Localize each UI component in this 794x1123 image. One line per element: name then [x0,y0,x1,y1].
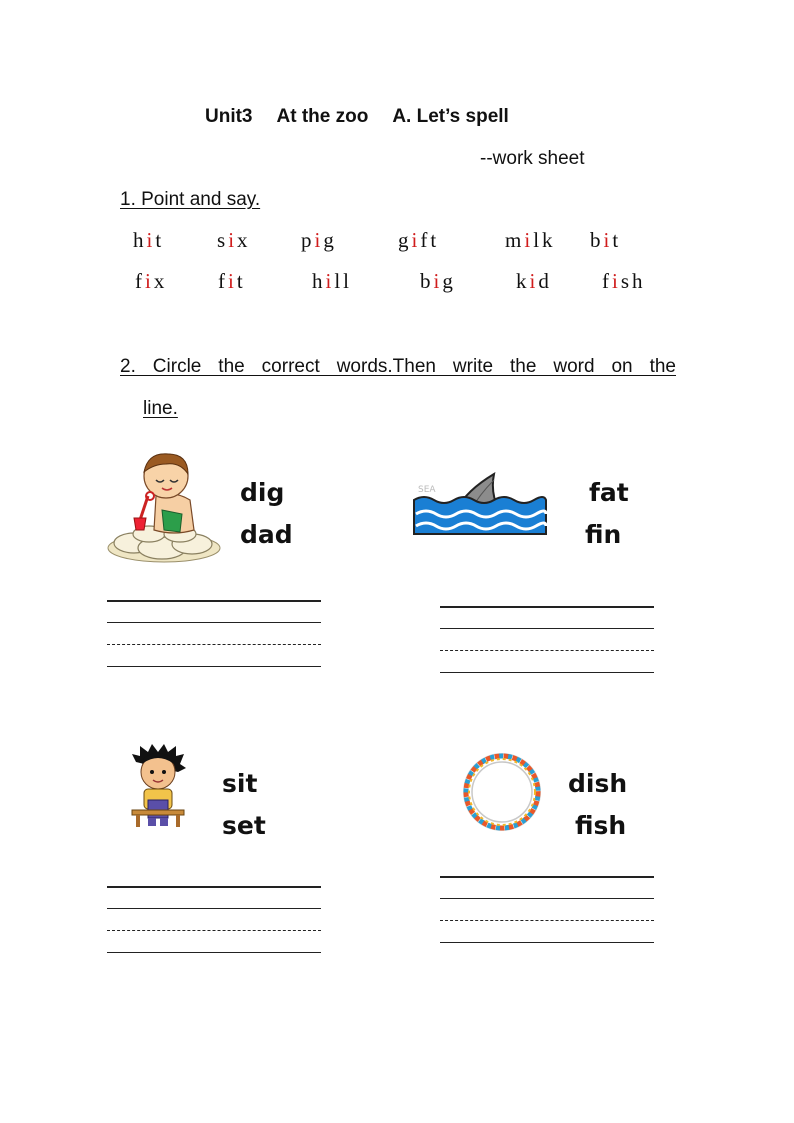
boy-sitting-picture [128,744,188,830]
option-set[interactable]: set [222,811,266,840]
option-dig[interactable]: dig [240,478,285,507]
boy-digging-sand-picture [104,448,222,568]
dish-plate-picture [460,750,544,834]
phonics-word: bit [590,228,622,252]
vowel-highlight: i [325,269,335,293]
vowel-highlight: i [314,228,324,252]
writing-lines-1[interactable] [107,600,321,670]
phonics-word: fit [218,269,246,293]
unit-label: Unit3 [205,106,253,127]
phonics-word: milk [505,228,556,252]
option-fish[interactable]: fish [575,811,627,840]
option-fin[interactable]: fin [585,520,622,549]
phonics-word: six [217,228,251,252]
vowel-highlight: i [411,228,421,252]
vowel-highlight: i [603,228,613,252]
worksheet-title [205,106,509,128]
phonics-word: fix [135,269,168,293]
shark-fin-picture [410,470,548,542]
phonics-word: kid [516,269,552,293]
vowel-highlight: i [145,269,154,293]
option-fat[interactable]: fat [589,478,629,507]
svg-text:SEA: SEA [418,485,436,495]
vowel-highlight: i [146,228,156,252]
phonics-word: hill [312,269,353,293]
vowel-highlight: i [228,228,238,252]
vowel-highlight: i [524,228,534,252]
option-dish[interactable]: dish [568,769,628,798]
writing-lines-3[interactable] [107,886,321,956]
worksheet-subtitle: --work sheet [480,148,585,169]
phonics-word: gift [398,228,440,252]
section1-heading: 1. Point and say. [120,189,261,210]
section2-heading-line2: line. [143,398,178,419]
vowel-highlight: i [612,269,621,293]
section2-heading-line1: 2. Circle the correct words.Then write the word on the [120,356,676,377]
phonics-word: pig [301,228,337,252]
lesson-label: A. Let’s spell [392,106,509,127]
vowel-highlight: i [433,269,443,293]
writing-lines-4[interactable] [440,876,654,946]
phonics-word: big [420,269,456,293]
topic-label: At the zoo [276,106,369,127]
option-dad[interactable]: dad [240,520,293,549]
phonics-word: fish [602,269,646,293]
option-sit[interactable]: sit [222,769,258,798]
phonics-word: hit [133,228,165,252]
vowel-highlight: i [529,269,539,293]
vowel-highlight: i [228,269,237,293]
writing-lines-2[interactable] [440,606,654,676]
